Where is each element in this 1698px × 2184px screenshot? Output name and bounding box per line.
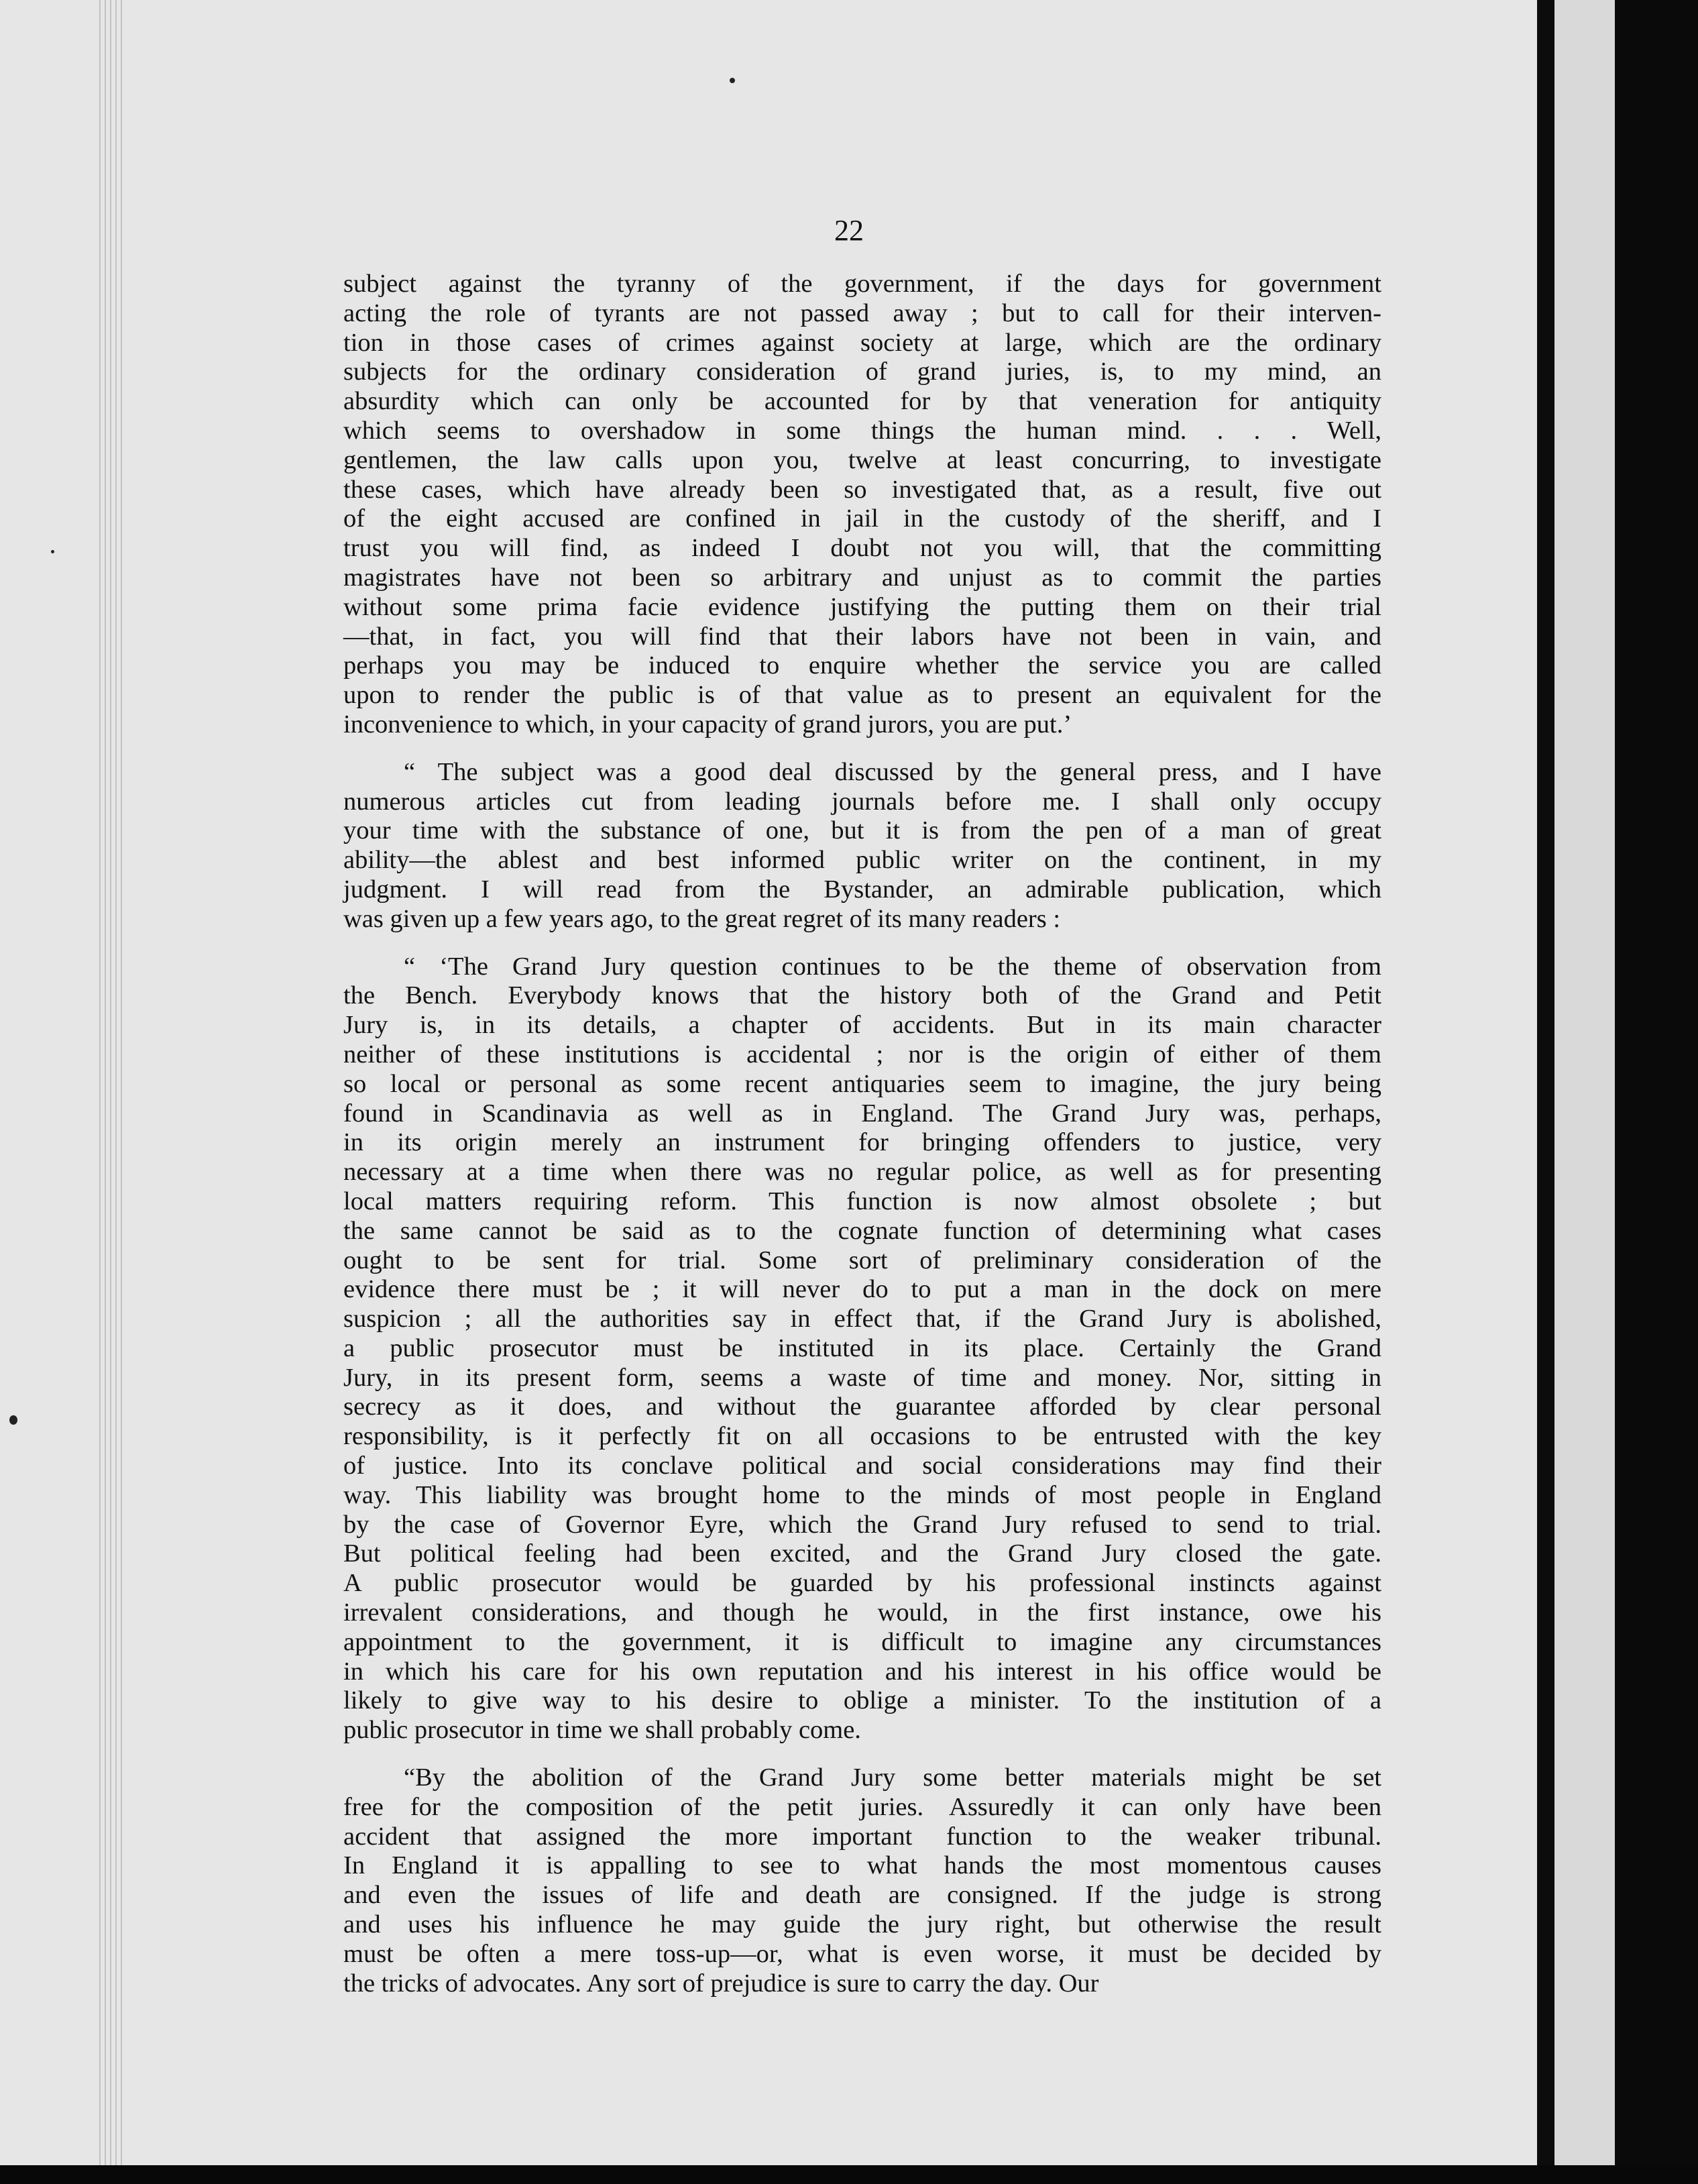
text-line: Jury, in its present form, seems a waste of time and money. Nor, sitting in [343, 1363, 1381, 1392]
scanner-border-bottom [0, 2165, 1698, 2184]
paragraph [343, 1763, 1381, 1998]
text-line: accident that assigned the more important function to the weaker tribunal. [343, 1822, 1381, 1851]
text-line: neither of these institutions is accidental ; nor is the origin of either of them [343, 1040, 1381, 1069]
text-line: free for the composition of the petit juries. Assuredly it can only have been [343, 1792, 1381, 1821]
text-line: trust you will find, as indeed I doubt not you will, that the committing [343, 534, 1381, 563]
dust-speck [51, 550, 54, 553]
text-line: inconvenience to which, in your capacity of grand jurors, you are put.’ [343, 710, 1072, 739]
text-line: secrecy as it does, and without the guarantee afforded by clear personal [343, 1393, 1381, 1421]
body-text [343, 270, 1381, 1998]
text-line: subject against the tyranny of the government, if the days for government [343, 270, 1381, 298]
text-line: way. This liability was brought home to the minds of most people in England [343, 1480, 1381, 1509]
text-line: your time with the substance of one, but it is from the pen of a man of great [343, 816, 1381, 845]
text-line: necessary at a time when there was no regular police, as well as for presenting [343, 1158, 1381, 1187]
text-line: acting the role of tyrants are not passed away ; but to call for their interven- [343, 298, 1381, 327]
text-line: so local or personal as some recent antiquaries seem to imagine, the jury being [343, 1069, 1381, 1098]
text-line: “By the abolition of the Grand Jury some better materials might be set [404, 1763, 1381, 1792]
text-line: evidence there must be ; it will never do to put a man in the dock on mere [343, 1275, 1381, 1304]
dust-speck [9, 1415, 17, 1425]
text-line: perhaps you may be induced to enquire whether the service you are called [343, 651, 1381, 680]
text-line: Jury is, in its details, a chapter of accidents. But in its main character [343, 1011, 1381, 1040]
text-line: suspicion ; all the authorities say in effect that, if the Grand Jury is abolished, [343, 1305, 1381, 1333]
text-line: was given up a few years ago, to the great regret of its many readers : [343, 904, 1061, 933]
paragraph [343, 270, 1381, 740]
page-number: 22 [834, 214, 864, 247]
text-line: found in Scandinavia as well as in England. The Grand Jury was, perhaps, [343, 1099, 1381, 1128]
text-line: “ ‘The Grand Jury question continues to be the theme of observation from [404, 952, 1381, 981]
text-line: magistrates have not been so arbitrary and unjust as to commit the parties [343, 563, 1381, 592]
text-line: In England it is appalling to see to what hands the most momentous causes [343, 1851, 1381, 1880]
text-line: —that, in fact, you will find that their labors have not been in vain, and [343, 622, 1381, 651]
text-line: and uses his influence he may guide the jury right, but otherwise the result [343, 1910, 1381, 1939]
text-line: numerous articles cut from leading journals before me. I shall only occupy [343, 787, 1381, 816]
text-line: in its origin merely an instrument for bringing offenders to justice, very [343, 1128, 1381, 1157]
text-line: gentlemen, the law calls upon you, twelve at least concurring, to investigate [343, 445, 1381, 474]
text-line: of justice. Into its conclave political and social considerations may find their [343, 1452, 1381, 1480]
text-line: appointment to the government, it is difficult to imagine any circumstances [343, 1627, 1381, 1656]
text-line: of the eight accused are confined in jail in the custody of the sheriff, and I [343, 504, 1381, 533]
text-line: subjects for the ordinary consideration of grand juries, is, to my mind, an [343, 358, 1381, 386]
paragraph [343, 758, 1381, 934]
text-line: But political feeling had been excited, and the Grand Jury closed the gate. [343, 1539, 1381, 1568]
text-line: must be often a mere toss-up—or, what is even worse, it must be decided by [343, 1939, 1381, 1968]
text-line: and even the issues of life and death are consigned. If the judge is strong [343, 1881, 1381, 1910]
text-line: the Bench. Everybody knows that the history both of the Grand and Petit [343, 981, 1381, 1010]
text-line: public prosecutor in time we shall probably come. [343, 1716, 861, 1745]
text-line: in which his care for his own reputation and his interest in his office would be [343, 1657, 1381, 1686]
paragraph [343, 952, 1381, 1746]
text-line: ability—the ablest and best informed public writer on the continent, in my [343, 846, 1381, 875]
text-line: responsibility, is it perfectly fit on all occasions to be entrusted with the key [343, 1422, 1381, 1451]
text-line: tion in those cases of crimes against society at large, which are the ordinary [343, 328, 1381, 357]
facing-page-edge [1554, 0, 1615, 2184]
text-line: A public prosecutor would be guarded by his professional instincts against [343, 1569, 1381, 1598]
text-line: ought to be sent for trial. Some sort of preliminary consideration of the [343, 1246, 1381, 1274]
text-line: “ The subject was a good deal discussed by the general press, and I have [404, 757, 1381, 786]
text-line: the tricks of advocates. Any sort of prejudice is sure to carry the day. Our [343, 1969, 1099, 1998]
text-line: judgment. I will read from the Bystander, an admirable publication, which [343, 875, 1381, 904]
text-line: without some prima facie evidence justifying the putting them on their trial [343, 592, 1381, 621]
text-line: a public prosecutor must be instituted in its place. Certainly the Grand [343, 1333, 1381, 1362]
text-line: upon to render the public is of that value as to present an equivalent for the [343, 681, 1381, 710]
text-line: the same cannot be said as to the cognate function of determining what cases [343, 1216, 1381, 1245]
text-line: likely to give way to his desire to oblige a minister. To the institution of a [343, 1686, 1381, 1715]
text-line: absurdity which can only be accounted for by that veneration for antiquity [343, 387, 1381, 416]
text-line: irrevalent considerations, and though he would, in the first instance, owe his [343, 1598, 1381, 1627]
stacked-page-edges [99, 0, 126, 2184]
binding-shadow-strip [1537, 0, 1554, 2184]
dust-speck [730, 78, 735, 83]
text-line: which seems to overshadow in some things the human mind. . . . Well, [343, 416, 1381, 445]
text-line: local matters requiring reform. This function is now almost obsolete ; but [343, 1187, 1381, 1215]
text-line: by the case of Governor Eyre, which the Grand Jury refused to send to trial. [343, 1510, 1381, 1539]
text-line: these cases, which have already been so investigated that, as a result, five out [343, 475, 1381, 504]
scanner-border-right [1615, 0, 1698, 2184]
